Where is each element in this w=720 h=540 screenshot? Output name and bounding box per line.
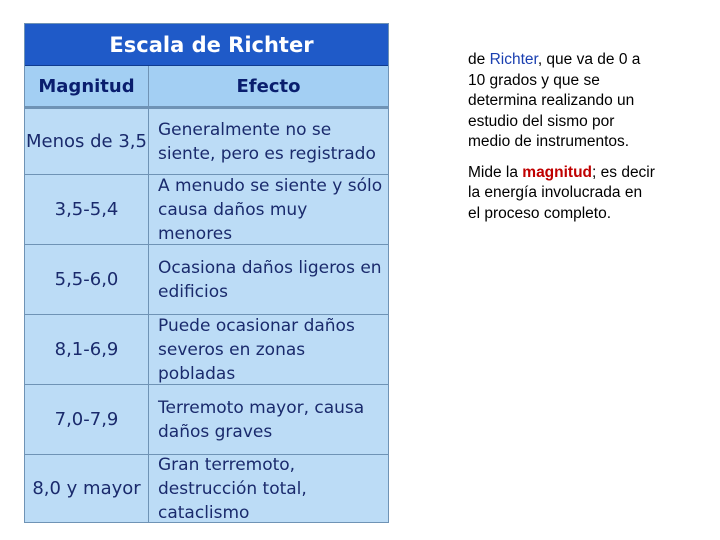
richter-link[interactable]: Richter — [489, 51, 538, 68]
p1-prefix: de — [468, 51, 490, 68]
paragraph-magnitud — [468, 163, 658, 225]
magnitud-cell: 3,5-5,4 — [25, 175, 149, 244]
paragraph-richter — [468, 50, 658, 153]
efecto-cell: Generalmente no se siente, pero es registrado — [158, 119, 376, 164]
p2-prefix: Mide la — [468, 163, 523, 181]
magnitud-cell: Menos de 3,5 — [25, 109, 149, 174]
table-row — [25, 314, 388, 384]
magnitud-highlight: magnitud — [522, 163, 593, 181]
magnitud-cell: 7,0-7,9 — [25, 385, 149, 454]
magnitud-cell: 8,0 y mayor — [25, 455, 149, 522]
efecto-cell: Puede ocasionar daños severos en zonas pobladas — [158, 315, 355, 384]
p2-suffix: ; es decir la energía involucrada en el proceso completo. — [468, 163, 655, 222]
table-title: Escala de Richter — [25, 24, 388, 66]
table-row — [25, 108, 388, 174]
efecto-cell: Ocasiona daños ligeros en edificios — [158, 257, 382, 302]
header-efecto: Efecto — [149, 66, 388, 108]
header-magnitud: Magnitud — [25, 66, 149, 108]
richter-scale-table — [24, 23, 389, 523]
side-description — [468, 50, 658, 234]
table-row — [25, 384, 388, 454]
table-row — [25, 454, 388, 522]
table-row — [25, 244, 388, 314]
efecto-cell: Gran terremoto, destrucción total, cataclismo — [158, 454, 307, 523]
p1-suffix: , que va de 0 a 10 grados y que se determina realizando un estudio del sismo por medio de instrumentos. — [468, 51, 641, 150]
efecto-cell: A menudo se siente y sólo causa daños muy menores — [158, 175, 383, 244]
magnitud-cell: 8,1-6,9 — [25, 315, 149, 384]
magnitud-cell: 5,5-6,0 — [25, 245, 149, 314]
efecto-cell: Terremoto mayor, causa daños graves — [158, 397, 365, 442]
table-row — [25, 174, 388, 244]
